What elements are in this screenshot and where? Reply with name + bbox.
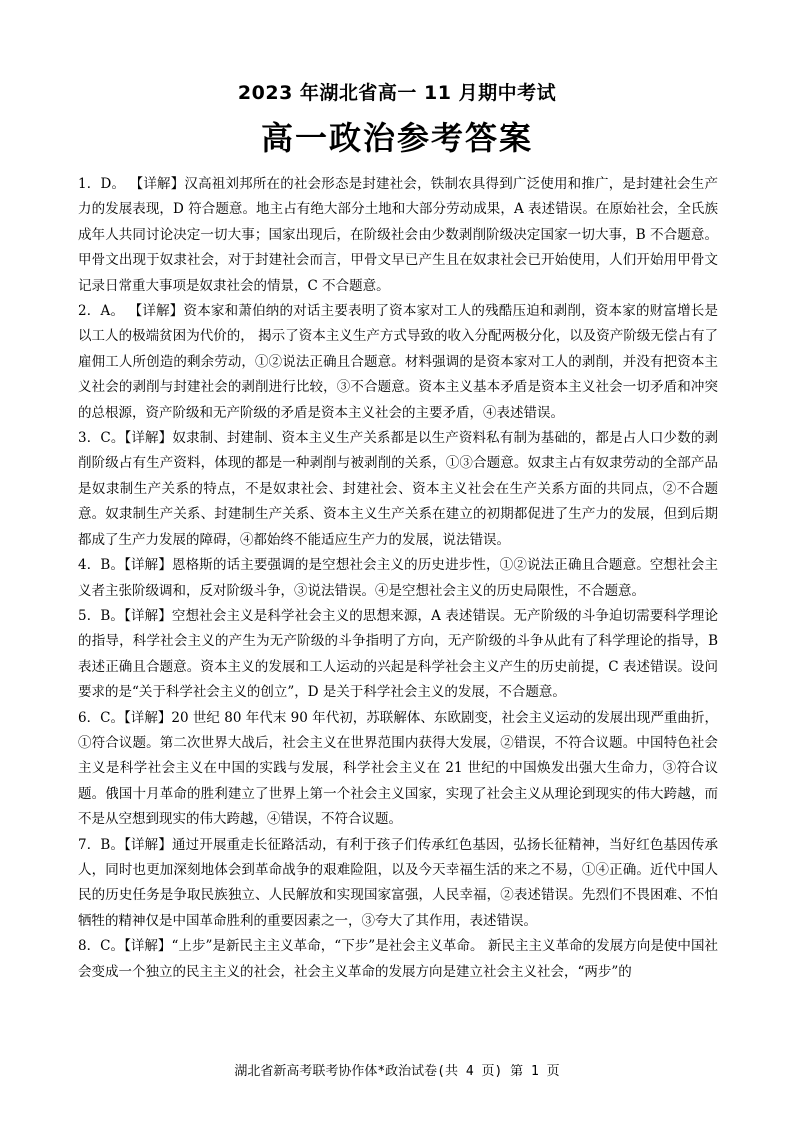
answer-item-1: 1．D。 【详解】汉高祖刘邦所在的社会形态是封建社会，铁制农具得到广泛使用和推广，是封建社会生产力的发展表现，D 符合题意。地主占有绝大部分土地和大部分劳动成果，A 表述错误。在原始社会，全氏族成年人共同讨论决定一切大事；国家出现后，在阶级社会由少数剥削阶级决定国家一切大事，B 不合题意。甲骨文出现于奴隶社会，对于封建社会而言，甲骨文早已产生且在奴隶社会已开始使用，人们开始用甲骨文记录日常重大事项是奴隶社会的情景，C 不合题意。 — [78, 176, 718, 294]
document-title: 高一政治参考答案 — [260, 119, 533, 157]
answer-item-4: 4．B。【详解】恩格斯的话主要强调的是空想社会主义的历史进步性，①②说法正确且合题意。空想社会主义者主张阶级调和，反对阶级斗争，③说法错误。④是空想社会主义的历史局限性，不合题意。 — [78, 557, 718, 599]
exam-title: 2023 年湖北省高一 11 月期中考试 — [237, 82, 557, 104]
answer-item-6: 6．C。【详解】20 世纪 80 年代末 90 年代初，苏联解体、东欧剧变，社会主义运动的发展出现严重曲折，①符合议题。第二次世界大战后，社会主义在世界范围内获得大发展，②错误，不符合议题。中国特色社会主义是科学社会主义在中国的实践与发展，科学社会主义在 21 世纪的中国焕发出强大生命力，③符合议题。俄国十月革命的胜利建立了世界上第一个社会主义国家，实现了社会主义从理论到现实的伟大跨越，而不是从空想到现实的伟大跨越，④错误，不符合议题。 — [78, 709, 718, 828]
answer-item-2: 2．A。 【详解】资本家和萧伯纳的对话主要表明了资本家对工人的残酷压迫和剥削，资本家的财富增长是以工人的极端贫困为代价的， 揭示了资本主义生产方式导致的收入分配两极分化，以及资产阶级无偿占有了雇佣工人所创造的剩余劳动，①②说法正确且合题意。材料强调的是资本家对工人的剥削，并没有把资本主义社会的剥削与封建社会的剥削进行比较，③不合题意。资本主义基本矛盾是资本主义社会一切矛盾和冲突的总根源，资产阶级和无产阶级的矛盾是资本主义社会的主要矛盾，④表述错误。 — [78, 303, 718, 421]
page-footer: 湖北省新高考联考协作体*政治试卷(共 4 页) 第 1 页 — [234, 1064, 560, 1079]
answer-item-8: 8．C。【详解】“上步”是新民主主义革命，“下步”是社会主义革命。 新民主主义革命的发展方向是使中国社会变成一个独立的民主主义的社会，社会主义革命的发展方向是建立社会主义社会，“两步”的 — [78, 938, 718, 980]
answer-item-5: 5．B。【详解】空想社会主义是科学社会主义的思想来源，A 表述错误。无产阶级的斗争迫切需要科学理论的指导，科学社会主义的产生为无产阶级的斗争指明了方向，无产阶级的斗争从此有了科学理论的指导，B 表述正确且合题意。资本主义的发展和工人运动的兴起是科学社会主义产生的历史前提，C 表述错误。设问要求的是“关于科学社会主义的创立”，D 是关于科学社会主义的发展，不合题意。 — [78, 607, 718, 701]
answer-item-3: 3．C。【详解】奴隶制、封建制、资本主义生产关系都是以生产资料私有制为基础的，都是占人口少数的剥削阶级占有生产资料，体现的都是一种剥削与被剥削的关系，①③合题意。奴隶主占有奴隶劳动的全部产品是奴隶制生产关系的特点，不是奴隶社会、封建社会、资本主义社会在生产关系方面的共同点，②不合题意。奴隶制生产关系、封建制生产关系、资本主义生产关系在建立的初期都促进了生产力的发展，但到后期都成了生产力发展的障碍，④都始终不能适应生产力的发展，说法错误。 — [78, 430, 718, 548]
answer-list — [78, 172, 718, 985]
answer-item-7: 7．B。【详解】通过开展重走长征路活动，有利于孩子们传承红色基因，弘扬长征精神，当好红色基因传承人，同时也更加深刻地体会到革命战争的艰难险阻，以及今天幸福生活的来之不易，①④正确。近代中国人民的历史任务是争取民族独立、人民解放和实现国家富强，人民幸福，②表述错误。先烈们不畏困难、不怕牺牲的精神仅是中国革命胜利的重要因素之一，③夸大了其作用，表述错误。 — [78, 836, 718, 929]
